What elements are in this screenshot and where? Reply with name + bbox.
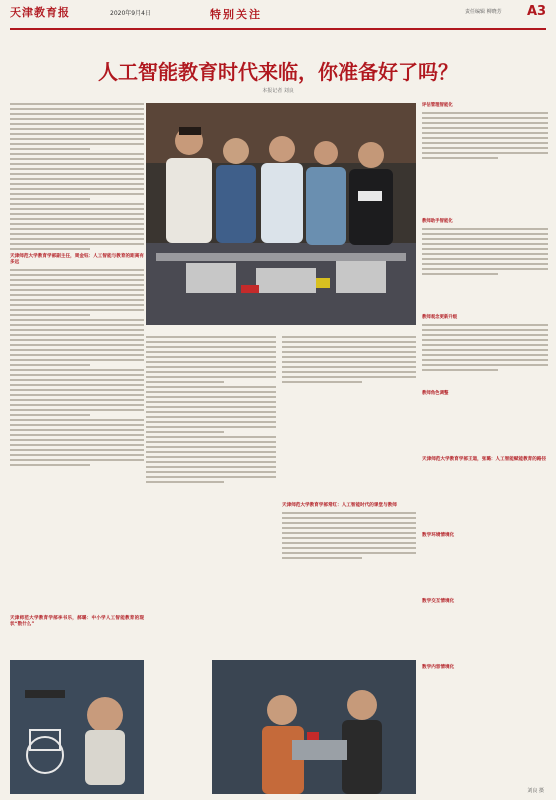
body-paragraph [10,269,144,316]
text-line [10,319,144,321]
article-column-left [10,100,144,660]
text-line [282,522,416,524]
text-line [10,193,144,195]
text-line [282,341,416,343]
body-paragraph [282,512,416,559]
section-subhead-1: 天津师范大学教育学部副主任，周金钰：人工智能与教育的距离有多远 [10,254,144,265]
text-line [282,346,416,348]
text-line [10,183,144,185]
text-line [146,376,276,378]
text-line [10,359,144,361]
text-line [422,258,548,260]
text-line [10,153,144,155]
text-line [10,289,144,291]
body-paragraph [10,369,144,416]
masthead-rule [10,28,546,30]
text-line [422,137,548,139]
body-paragraph [10,203,144,250]
text-line [10,324,144,326]
text-line [10,444,144,446]
bottom-photo-right-illustration [212,660,416,794]
text-line [10,399,144,401]
article-column-middle-left [146,333,276,653]
text-line [146,351,276,353]
text-line [10,128,144,130]
text-line [10,269,144,271]
text-line [146,426,276,428]
text-line [10,103,144,105]
text-line [10,424,144,426]
section-subhead-4: 天津师范大学教育学部常红：人工智能时代的课堂与教师 [282,503,397,508]
text-line [422,112,548,114]
text-line [146,481,224,483]
text-line [10,228,144,230]
box-head-2: 教师助手智能化 [422,219,453,224]
text-line [146,451,276,453]
text-line [146,366,276,368]
text-line [146,446,276,448]
text-line [10,284,144,286]
text-line [10,113,144,115]
text-line [10,429,144,431]
text-line [422,132,548,134]
box-head-4: 教师角色调整 [422,391,449,396]
text-line [146,461,276,463]
text-line [10,274,144,276]
text-line [282,376,416,378]
text-line [10,158,144,160]
text-line [10,454,144,456]
text-line [146,371,276,373]
text-line [422,228,548,230]
main-photo-illustration [146,103,416,325]
text-line [282,371,416,373]
text-line [10,384,144,386]
text-line [146,406,276,408]
text-line [10,148,90,150]
body-paragraph [422,112,548,159]
text-line [422,157,498,159]
photo-credit: 刘良 摄 [527,788,544,794]
text-line [422,147,548,149]
bottom-photo-left [10,660,144,794]
text-line [10,439,144,441]
text-line [422,334,548,336]
text-line [422,152,548,154]
body-paragraph [146,336,276,383]
byline: 本报记者 刘良 [262,88,294,94]
text-line [146,386,276,388]
section-subhead-3: 天津师范大学教育学部王道，张璐：人工智能赋能教育的路径 [422,457,547,462]
text-line [282,512,416,514]
text-line [10,334,144,336]
text-line [146,341,276,343]
text-line [146,346,276,348]
text-line [10,173,144,175]
text-line [10,449,144,451]
text-line [422,263,548,265]
text-line [422,233,548,235]
text-line [422,344,548,346]
text-line [10,123,144,125]
text-line [10,409,144,411]
box-head-3: 教师观念更新升级 [422,315,458,320]
text-line [422,339,548,341]
page-number: A3 [527,4,547,19]
text-line [10,248,90,250]
text-line [422,127,548,129]
text-line [422,253,548,255]
text-line [10,389,144,391]
body-paragraph [422,324,548,371]
main-photo-students-robots [146,103,416,325]
text-line [10,243,144,245]
text-line [10,304,144,306]
text-line [10,414,90,416]
text-line [282,356,416,358]
newspaper-logo: 天津教育报 [10,6,70,19]
section-subhead-5: 数学环境情境化 [422,533,455,538]
text-line [422,238,548,240]
text-line [10,354,144,356]
text-line [10,188,144,190]
text-line [422,324,548,326]
text-line [146,421,276,423]
text-line [422,117,548,119]
text-line [10,218,144,220]
text-line [10,364,90,366]
text-line [10,329,144,331]
text-line [10,143,144,145]
text-line [282,366,416,368]
text-line [422,142,548,144]
body-paragraph [422,228,548,275]
text-line [282,336,416,338]
text-line [422,354,548,356]
text-line [146,416,276,418]
text-line [282,542,416,544]
text-line [10,394,144,396]
text-line [146,466,276,468]
issue-date: 2020年9月4日 [110,10,151,17]
text-line [282,537,416,539]
text-line [422,349,548,351]
body-paragraph [146,436,276,483]
text-line [10,198,90,200]
text-line [146,396,276,398]
text-line [10,459,144,461]
editor-credit: 责任编辑 柳晓芳 [465,9,502,15]
masthead [0,0,556,30]
article-column-middle-right [282,333,416,653]
text-line [146,431,224,433]
text-line [10,238,144,240]
text-line [10,163,144,165]
text-line [282,527,416,529]
box-head-1: 评估管理智能化 [422,103,453,108]
text-line [282,552,416,554]
text-line [422,273,498,275]
text-line [10,374,144,376]
bottom-photo-left-illustration [10,660,144,794]
text-line [10,233,144,235]
text-line [10,203,144,205]
text-line [10,464,90,466]
section-subhead-7: 数学内容情境化 [422,665,455,670]
text-line [422,122,548,124]
text-line [282,351,416,353]
section-subhead-6: 数学交互情境化 [422,599,455,604]
text-line [10,314,90,316]
text-line [282,532,416,534]
body-paragraph [282,336,416,383]
text-line [10,168,144,170]
text-line [146,471,276,473]
text-line [10,118,144,120]
text-line [146,401,276,403]
text-line [146,441,276,443]
text-line [282,361,416,363]
text-line [146,356,276,358]
text-line [146,436,276,438]
body-paragraph [10,153,144,200]
page-headline: 人工智能教育时代来临，你准备好了吗？ [98,60,458,84]
text-line [10,133,144,135]
text-line [146,336,276,338]
text-line [282,517,416,519]
text-line [422,364,548,366]
text-line [146,361,276,363]
text-line [10,404,144,406]
text-line [10,419,144,421]
text-line [10,178,144,180]
article-column-right [422,100,548,790]
text-line [146,391,276,393]
text-line [10,213,144,215]
text-line [146,381,224,383]
text-line [10,309,144,311]
text-line [10,208,144,210]
section-title: 特别关注 [210,8,262,21]
text-line [10,344,144,346]
body-paragraph [10,419,144,466]
text-line [10,294,144,296]
bottom-photo-right [212,660,416,794]
text-line [10,434,144,436]
section-subhead-2: 天津师范大学教育学部李书乐，郝璐：中小学人工智能教育的现状“数什么” [10,616,144,627]
text-line [10,369,144,371]
body-paragraph [10,103,144,150]
text-line [422,329,548,331]
text-line [282,547,416,549]
text-line [422,268,548,270]
text-line [10,379,144,381]
text-line [146,456,276,458]
text-line [282,381,362,383]
text-line [422,248,548,250]
text-line [10,223,144,225]
text-line [10,108,144,110]
body-paragraph [10,319,144,366]
text-line [10,339,144,341]
text-line [10,299,144,301]
text-line [146,476,276,478]
text-line [10,138,144,140]
text-line [422,243,548,245]
text-line [422,359,548,361]
text-line [422,369,498,371]
body-paragraph [146,386,276,433]
text-line [282,557,362,559]
text-line [146,411,276,413]
text-line [10,349,144,351]
text-line [10,279,144,281]
